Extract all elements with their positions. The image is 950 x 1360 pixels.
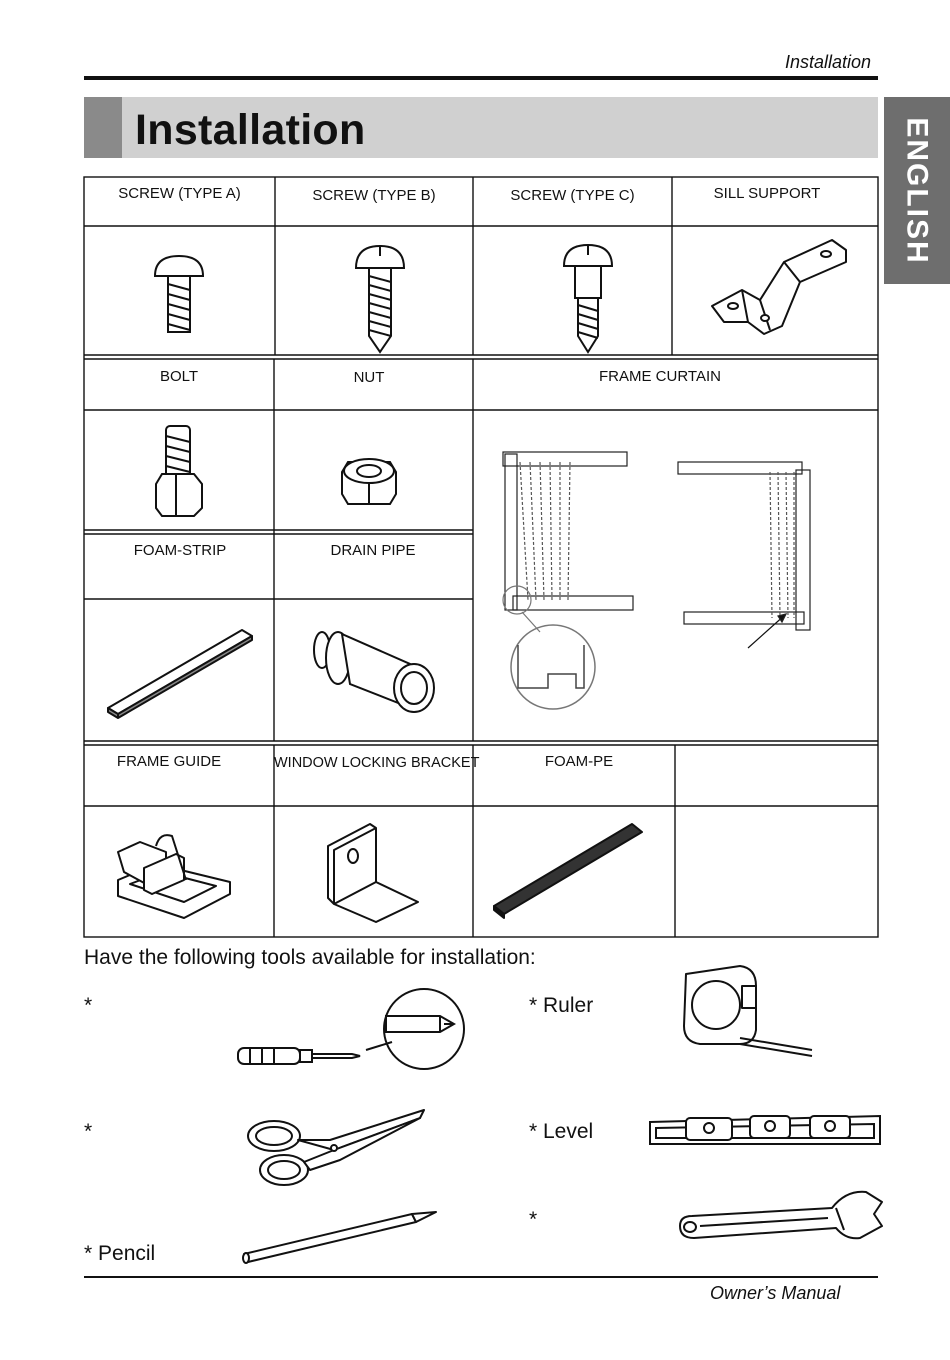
part-label-foam-strip: FOAM-STRIP	[133, 542, 227, 559]
part-label-screw-b: SCREW (TYPE B)	[312, 187, 436, 204]
part-label-nut: NUT	[353, 369, 385, 386]
tool-label-scissors: *	[84, 1120, 93, 1143]
pencil-icon	[243, 1212, 436, 1263]
running-header: Installation	[784, 52, 871, 72]
tools-heading: Have the following tools available for installation:	[84, 946, 536, 969]
part-label-drain-pipe: DRAIN PIPE	[330, 542, 416, 559]
part-label-frame-guide: FRAME GUIDE	[116, 753, 222, 770]
screwdriver-icon	[238, 989, 464, 1069]
tool-label-level: * Level	[529, 1120, 594, 1143]
language-tab-label: ENGLISH	[901, 116, 935, 265]
part-label-bolt: BOLT	[159, 368, 199, 385]
tool-label-wrench: *	[529, 1208, 538, 1231]
tool-label-ruler: * Ruler	[529, 994, 594, 1017]
footer-rule	[84, 1276, 878, 1278]
tape-measure-icon	[684, 966, 812, 1056]
level-icon	[650, 1116, 880, 1144]
footer-text: Owner’s Manual	[710, 1283, 841, 1303]
part-label-screw-c: SCREW (TYPE C)	[510, 187, 635, 204]
part-label-frame-curtain: FRAME CURTAIN	[599, 368, 721, 385]
part-label-screw-a: SCREW (TYPE A)	[118, 185, 241, 202]
scissors-icon	[248, 1110, 424, 1185]
tool-label-pencil: * Pencil	[84, 1242, 156, 1265]
part-label-sill-support: SILL SUPPORT	[713, 185, 821, 202]
part-label-foam-pe: FOAM-PE	[544, 753, 614, 770]
tool-label-screwdriver: *	[84, 994, 93, 1017]
wrench-icon	[680, 1192, 882, 1238]
part-label-window-locking-bracket: WINDOW LOCKING BRACKET	[274, 755, 480, 771]
page-title: Installation	[135, 106, 366, 154]
